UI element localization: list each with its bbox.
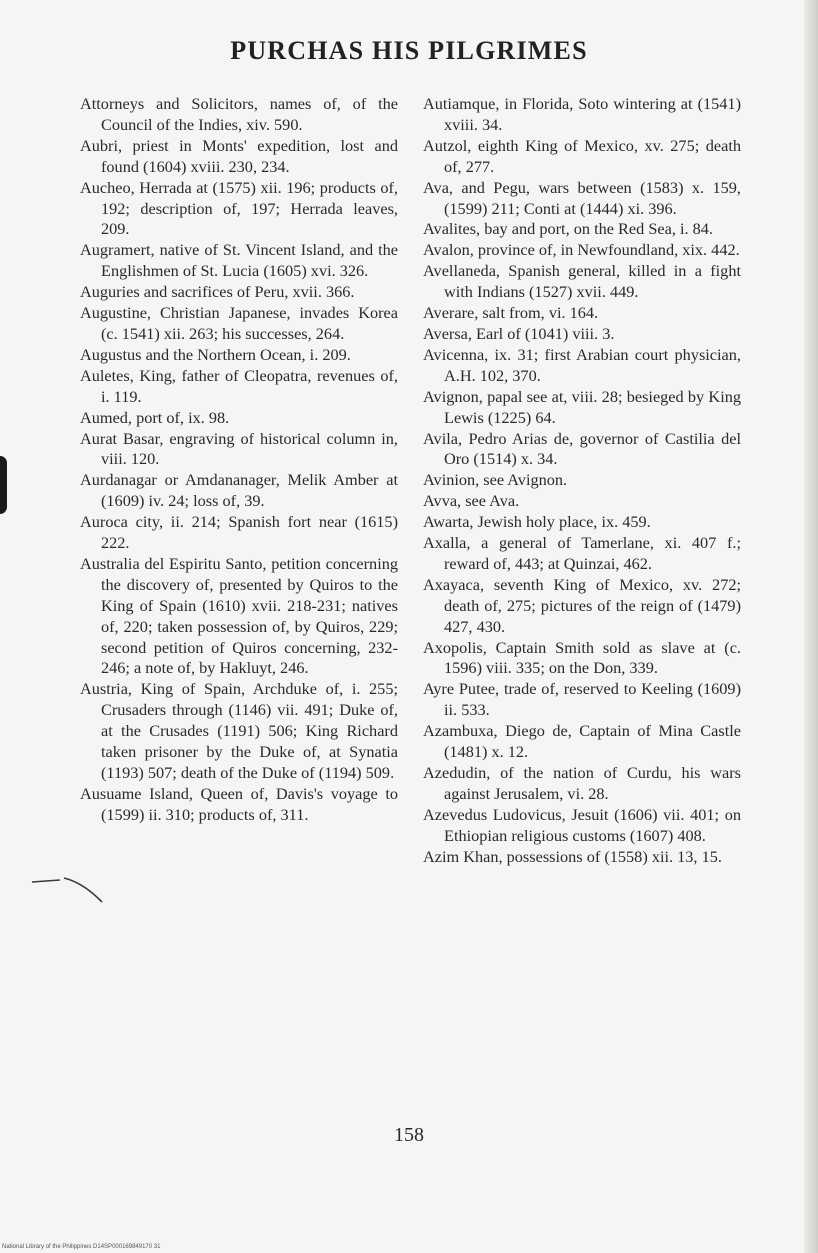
index-entry: Avinion, see Avignon. bbox=[423, 470, 568, 490]
page-title: PURCHAS HIS PILGRIMES bbox=[230, 36, 588, 65]
pen-annotation-stroke bbox=[30, 868, 130, 918]
index-entry: Aversa, Earl of (1041) viii. 3. bbox=[423, 323, 615, 343]
index-entry: Augustus and the Northern Ocean, i. 209. bbox=[80, 344, 351, 364]
index-entry: Attorneys and Solicitors, names of, of the Council of the Indies, xiv. 590. bbox=[80, 94, 398, 134]
index-entry: Averare, salt from, vi. 164. bbox=[423, 303, 599, 323]
index-entry: Austria, King of Spain, Archduke of, i. 255; Crusaders through (1146) vii. 491; Duke of, at the Crusades (1191) 506; King Richard taken prisoner by the Duke of, at Synatia (1193) 507; death of the Duke of (1194) 509. bbox=[80, 679, 398, 782]
index-entry: Ava, and Pegu, wars between (1583) x. 159, (1599) 211; Conti at (1444) xi. 396. bbox=[423, 177, 741, 218]
margin-ink-mark bbox=[0, 456, 7, 514]
index-entry: Aumed, port of, ix. 98. bbox=[80, 407, 230, 427]
index-entry: Autzol, eighth King of Mexico, xv. 275; death of, 277. bbox=[423, 135, 741, 176]
index-entry: Ayre Putee, trade of, reserved to Keeling (1609) ii. 533. bbox=[423, 679, 741, 720]
page-number: 158 bbox=[394, 1124, 424, 1146]
index-entry: Azedudin, of the nation of Curdu, his wars against Jerusalem, vi. 28. bbox=[423, 763, 741, 803]
index-entry: Avellaneda, Spanish general, killed in a fight with Indians (1527) xvii. 449. bbox=[423, 261, 741, 302]
index-entry: Auguries and sacrifices of Peru, xvii. 366. bbox=[80, 282, 355, 302]
index-entry: Auletes, King, father of Cleopatra, revenues of, i. 119. bbox=[80, 365, 398, 406]
index-entry: Aucheo, Herrada at (1575) xii. 196; products of, 192; description of, 197; Herrada leaves, 209. bbox=[80, 177, 398, 239]
index-entry: Avila, Pedro Arias de, governor of Castilia del Oro (1514) x. 34. bbox=[423, 428, 741, 469]
index-entry: Autiamque, in Florida, Soto wintering at (1541) xviii. 34. bbox=[423, 94, 741, 134]
scan-credit: National Library of the Philippines D14SP000169849170 31 bbox=[2, 1244, 161, 1250]
index-entry: Aurat Basar, engraving of historical column in, viii. 120. bbox=[80, 428, 398, 469]
index-entry: Awarta, Jewish holy place, ix. 459. bbox=[423, 512, 651, 532]
page-binding-shadow bbox=[804, 0, 818, 1253]
index-entry: Aurdanagar or Amdananager, Melik Amber at (1609) iv. 24; loss of, 39. bbox=[80, 470, 398, 511]
index-entry: Ausuame Island, Queen of, Davis's voyage to (1599) ii. 310; products of, 311. bbox=[80, 783, 398, 824]
index-entry: Avalites, bay and port, on the Red Sea, i. 84. bbox=[423, 219, 713, 239]
index-entry: Augramert, native of St. Vincent Island, and the Englishmen of St. Lucia (1605) xvi. 326. bbox=[80, 240, 398, 281]
index-entry: Axopolis, Captain Smith sold as slave at (c. 1596) viii. 335; on the Don, 339. bbox=[423, 637, 741, 678]
index-column-right bbox=[423, 94, 741, 868]
index-entry: Avva, see Ava. bbox=[423, 491, 520, 511]
index-entry: Axalla, a general of Tamerlane, xi. 407 f.; reward of, 443; at Quinzai, 462. bbox=[423, 533, 741, 573]
index-entry: Augustine, Christian Japanese, invades Korea (c. 1541) xii. 263; his successes, 264. bbox=[80, 303, 398, 343]
index-entry: Avicenna, ix. 31; first Arabian court physician, A.H. 102, 370. bbox=[423, 344, 741, 385]
index-entry: Avalon, province of, in Newfoundland, xix. 442. bbox=[423, 240, 740, 260]
index-entry: Azim Khan, possessions of (1558) xii. 13, 15. bbox=[423, 846, 722, 866]
index-entry: Azambuxa, Diego de, Captain of Mina Castle (1481) x. 12. bbox=[423, 721, 741, 762]
index-entry: Avignon, papal see at, viii. 28; besieged by King Lewis (1225) 64. bbox=[423, 386, 741, 427]
index-entry: Aubri, priest in Monts' expedition, lost and found (1604) xviii. 230, 234. bbox=[80, 135, 398, 176]
index-entry: Auroca city, ii. 214; Spanish fort near (1615) 222. bbox=[80, 512, 398, 553]
index-column-left bbox=[80, 94, 398, 826]
index-entry: Australia del Espiritu Santo, petition concerning the discovery of, presented by Quiros to the King of Spain (1610) xvii. 218-231; natives of, 220; taken possession of, by Quiros, 229; second petition of Quiros concerning, 232-246; a note of, by Hakluyt, 246. bbox=[80, 553, 398, 678]
index-entry: Azevedus Ludovicus, Jesuit (1606) vii. 401; on Ethiopian religious customs (1607) 408. bbox=[423, 804, 741, 845]
index-entry: Axayaca, seventh King of Mexico, xv. 272; death of, 275; pictures of the reign of (1479) 427, 430. bbox=[423, 574, 741, 636]
